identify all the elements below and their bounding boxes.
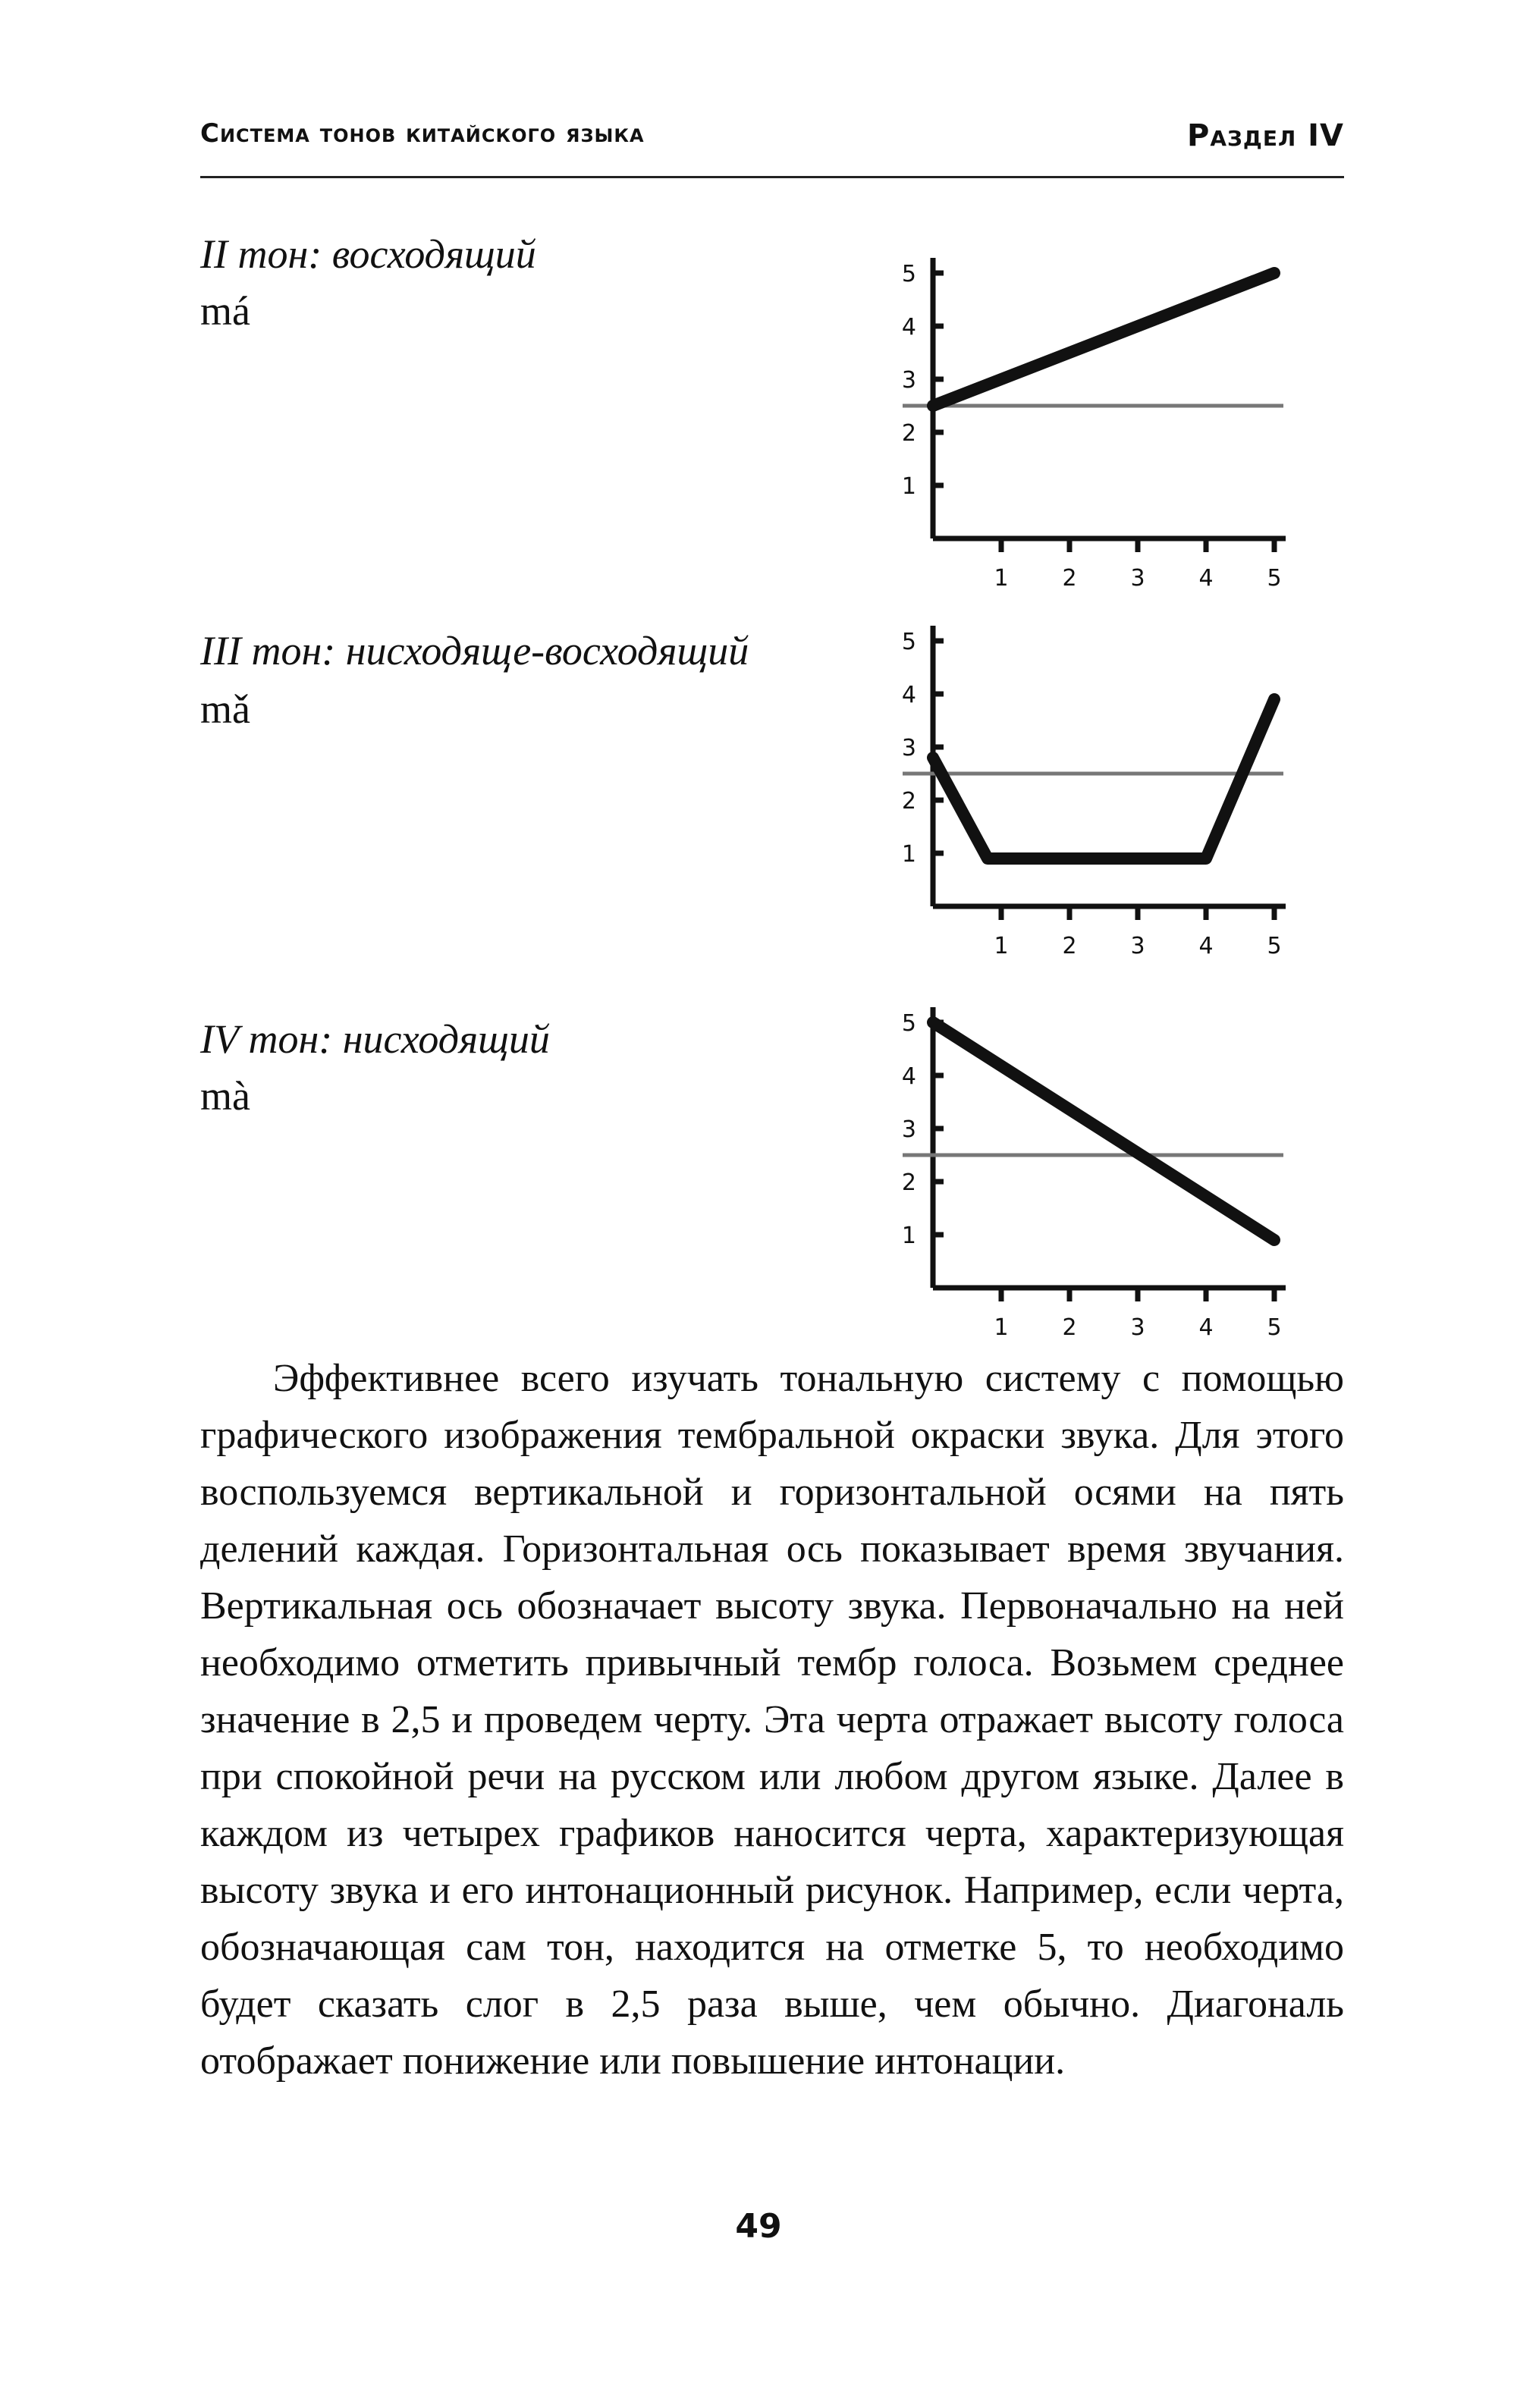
- x-tick-label: 1: [994, 1314, 1009, 1341]
- tone-4-chart: [872, 1000, 1312, 1356]
- x-tick-label: 5: [1267, 933, 1282, 959]
- tone-3-title: III тон: нисходяще-восходящий: [200, 628, 749, 673]
- tone-2-syllable: má: [200, 288, 250, 334]
- y-tick-label: 5: [901, 261, 916, 287]
- x-tick-label: 5: [1267, 1314, 1282, 1341]
- x-tick-label: 3: [1130, 565, 1145, 592]
- x-tick-label: 5: [1267, 565, 1282, 592]
- x-tick-label: 2: [1062, 565, 1077, 592]
- x-tick-label: 4: [1198, 933, 1214, 959]
- tone-4-chart-svg: [872, 1000, 1312, 1356]
- x-tick-label: 4: [1198, 1314, 1214, 1341]
- tone-2-title: II тон: восходящий: [200, 231, 536, 277]
- tone-contour-line: [933, 699, 1274, 859]
- y-tick-label: 2: [901, 420, 916, 447]
- tone-4-syllable: mà: [200, 1073, 250, 1119]
- y-tick-label: 2: [901, 1169, 916, 1196]
- y-tick-label: 3: [901, 367, 916, 394]
- y-tick-label: 5: [901, 1010, 916, 1037]
- page-header: [200, 114, 1344, 178]
- y-tick-label: 1: [901, 473, 916, 500]
- x-tick-label: 4: [1198, 565, 1214, 592]
- tone-contour-line: [933, 1022, 1274, 1240]
- y-tick-label: 5: [901, 629, 916, 655]
- body-paragraph: Эффективнее всего изучать тональную систему с помощью графического изображения тембральной окраски звука. Для этого воспользуемся вертикальной и горизонтальной осями на пять делений каждая. Горизонтальная ось показывает время звучания. Вертикальная ось обозначает высоту звука. Первоначально на ней необходимо отметить привычный тембр голоса. Возьмем среднее значение в 2,5 и проведем черту. Эта черта отражает высоту голоса при спокойной речи на русском или любом другом языке. Далее в каждом из четырех графиков наносится черта, характеризующая высоту звука и его интонационный рисунок. Например, если черта, обозначающая сам тон, находится на отметке 5, то необходимо будет сказать слог в 2,5 раза выше, чем обычно. Диагональ отображает понижение или повышение интонации.: [200, 1357, 1344, 2083]
- x-tick-label: 2: [1062, 1314, 1077, 1341]
- page-number: 49: [735, 2207, 782, 2246]
- tone-3-syllable: mǎ: [200, 686, 250, 732]
- tone-4-title: IV тон: нисходящий: [200, 1016, 550, 1062]
- tone-2-chart-svg: [872, 250, 1312, 607]
- x-tick-label: 3: [1130, 1314, 1145, 1341]
- x-tick-label: 1: [994, 933, 1009, 959]
- x-tick-label: 3: [1130, 933, 1145, 959]
- body-text: [200, 1350, 1344, 2089]
- y-tick-label: 4: [901, 682, 916, 708]
- running-head-section: Раздел IV: [1187, 118, 1344, 153]
- y-tick-label: 1: [901, 841, 916, 868]
- tone-3-chart-svg: [872, 618, 1312, 975]
- y-tick-label: 3: [901, 1116, 916, 1143]
- y-tick-label: 3: [901, 735, 916, 761]
- x-tick-label: 1: [994, 565, 1009, 592]
- running-head-title: Система тонов китайского языка: [200, 118, 645, 149]
- x-tick-label: 2: [1062, 933, 1077, 959]
- tone-contour-line: [933, 273, 1274, 406]
- tone-2-chart: [872, 250, 1312, 607]
- y-tick-label: 4: [901, 314, 916, 341]
- y-tick-label: 1: [901, 1223, 916, 1249]
- tone-3-chart: [872, 618, 1312, 975]
- y-tick-label: 4: [901, 1063, 916, 1090]
- y-tick-label: 2: [901, 788, 916, 815]
